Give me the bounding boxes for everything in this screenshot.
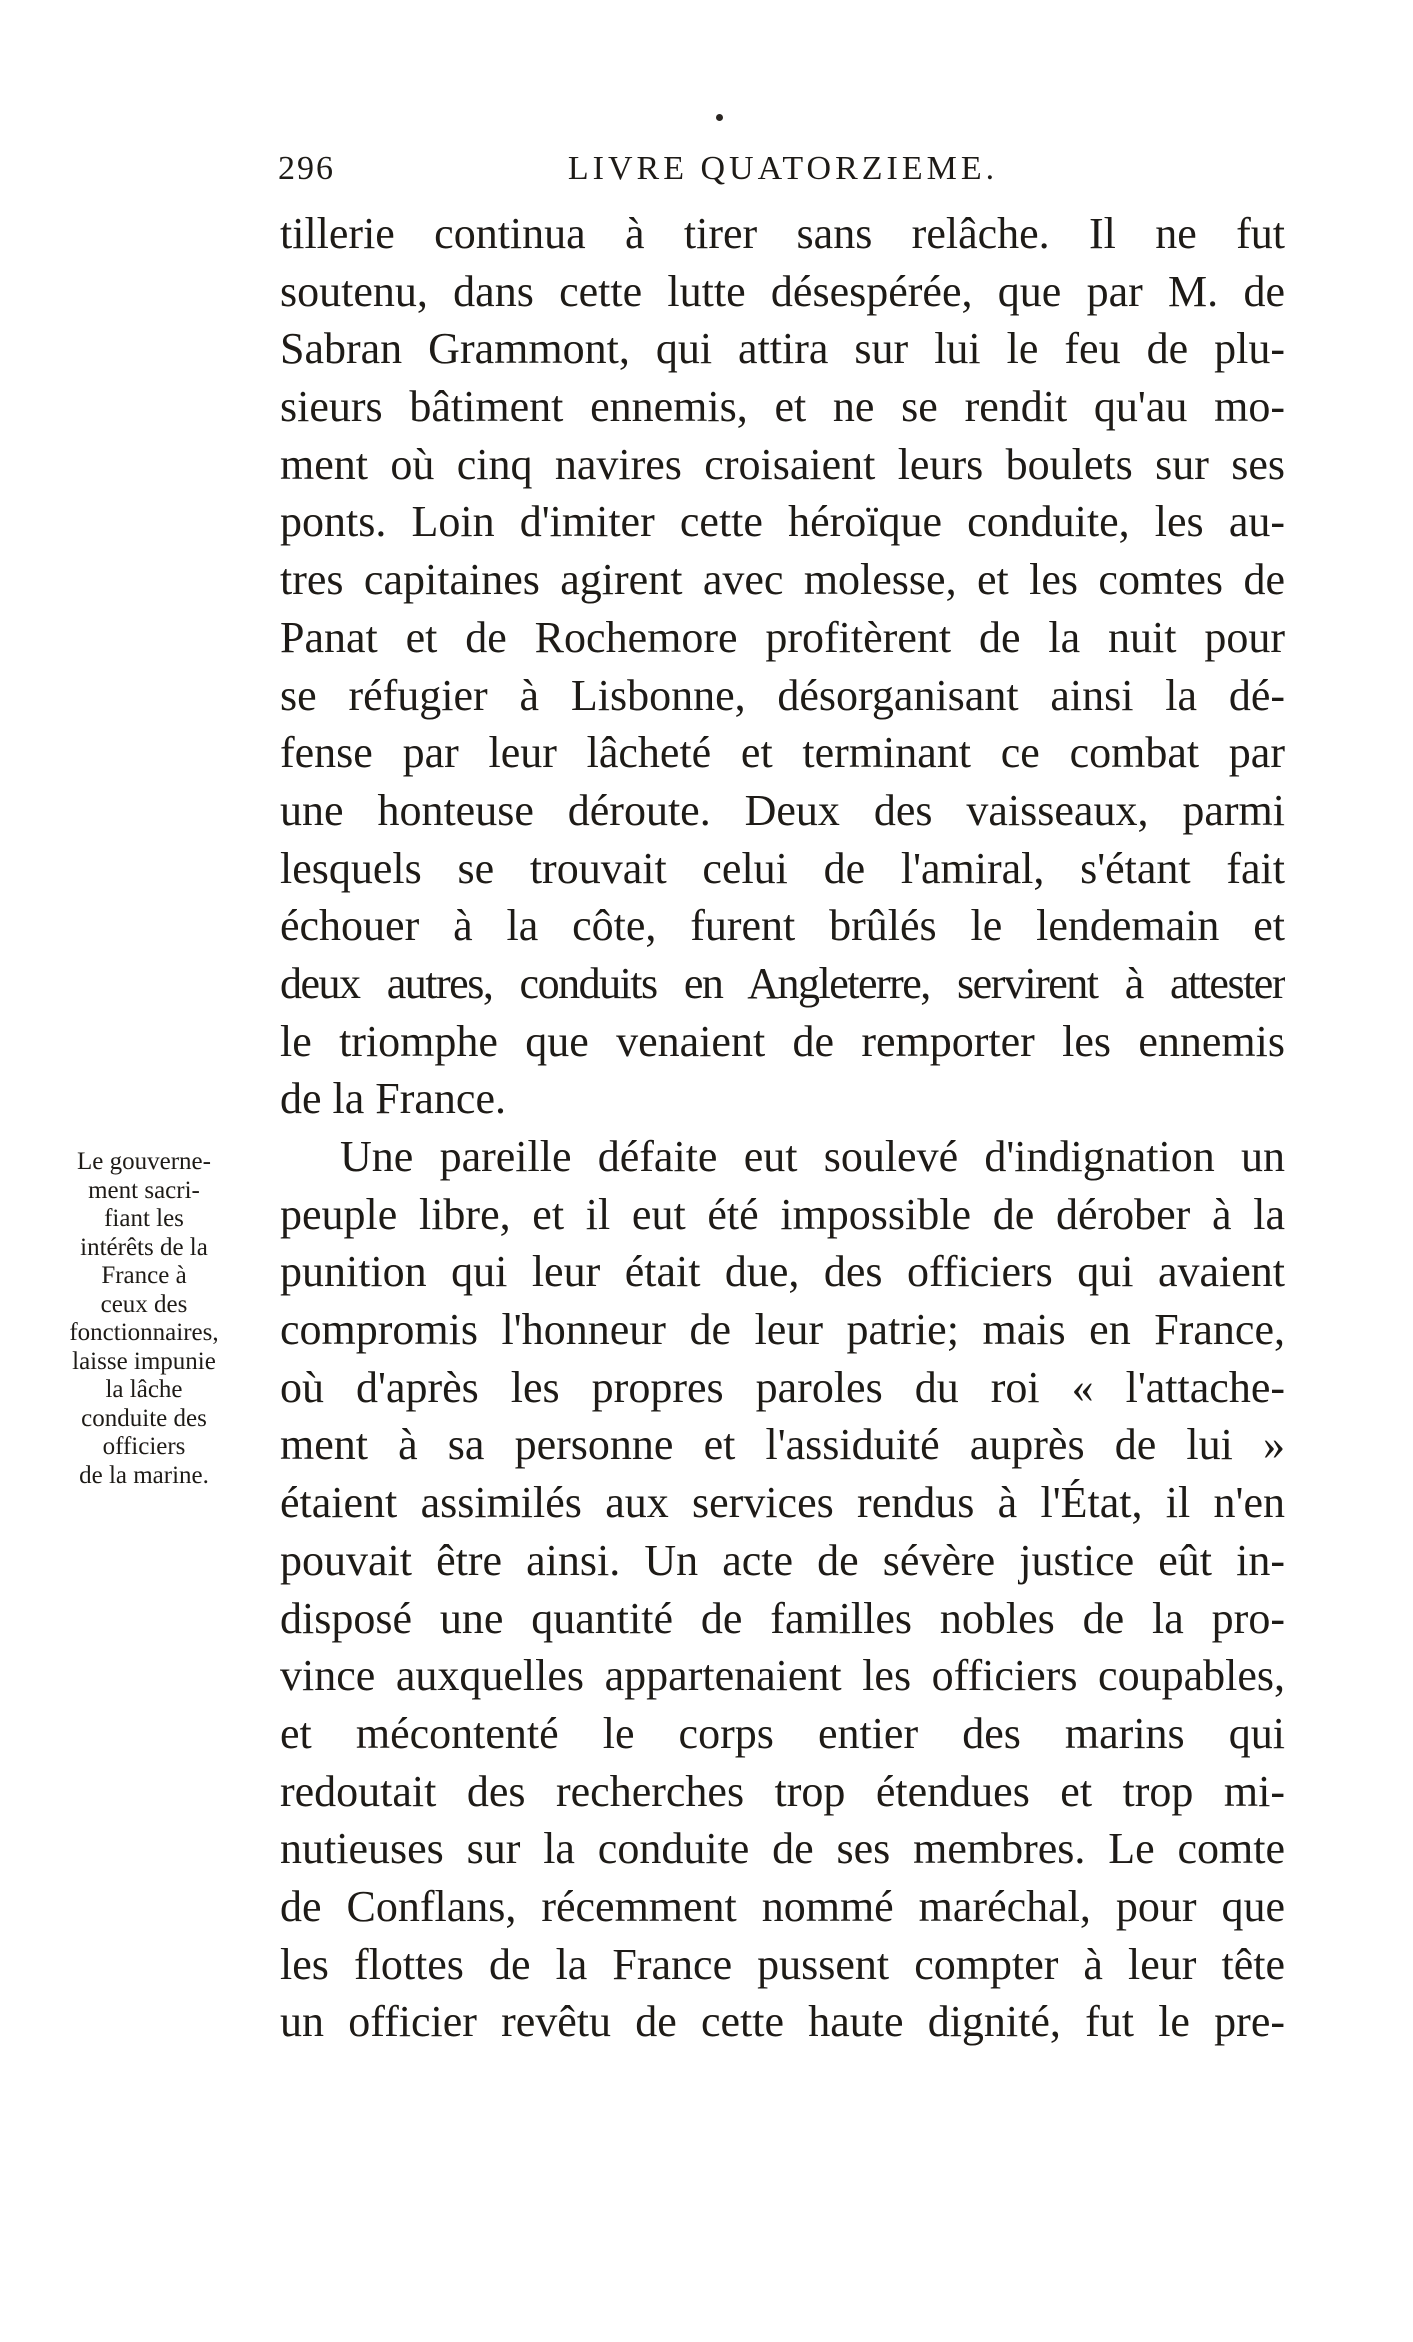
margin-note-line: Le gouverne- [77,1148,211,1175]
margin-note-line: la lâche [105,1376,183,1403]
text-line: deux autres, conduits en Angleterre, servirent à attester [280,958,1285,1008]
text-line: un officier revêtu de cette haute dignité, fut le pre- [280,1997,1285,2047]
margin-note-line: ceux des [100,1290,188,1318]
text-line: vince auxquelles appartenaient les officiers coupables, [280,1651,1285,1701]
text-line: peuple libre, et il eut été impossible de dérober à la [280,1189,1285,1239]
margin-note-line: intérêts de la [80,1233,208,1261]
text-line: ponts. Loin d'imiter cette héroïque conduite, les au- [280,497,1285,547]
printer-dot-mark [716,114,723,121]
text-line: de Conflans, récemment nommé maréchal, pour que [280,1881,1285,1931]
margin-note-line: conduite des [81,1404,207,1432]
text-line: lesquels se trouvait celui de l'amiral, s'étant fait [280,843,1285,893]
text-line: ment à sa personne et l'assiduité auprès de lui » [280,1420,1285,1470]
running-title: LIVRE QUATORZIEME. [567,150,999,187]
margin-note-line: de la marine. [79,1461,209,1489]
margin-note-line: fiant les [104,1205,184,1232]
margin-note-line: fonctionnaires, [69,1319,219,1346]
text-line: échouer à la côte, furent brûlés le lendemain et [280,901,1285,951]
paragraph-end-line: de la France. [280,1074,506,1124]
text-line: une honteuse déroute. Deux des vaisseaux, parmi [280,785,1285,835]
text-line: le triomphe que venaient de remporter les ennemis [280,1016,1285,1066]
text-line: et mécontenté le corps entier des marins qui [280,1708,1285,1758]
text-line: redoutait des recherches trop étendues et trop mi- [280,1766,1285,1816]
page-header [278,150,1288,198]
text-line: soutenu, dans cette lutte désespérée, que par M. de [280,266,1285,316]
text-line: où d'après les propres paroles du roi « l'attache- [280,1362,1285,1412]
text-line: fense par leur lâcheté et terminant ce combat par [280,728,1285,778]
text-line: tres capitaines agirent avec molesse, et les comtes de [280,555,1285,605]
page-number: 296 [278,150,335,187]
text-line: étaient assimilés aux services rendus à l'État, il n'en [280,1478,1285,1528]
text-line: Sabran Grammont, qui attira sur lui le feu de plu- [280,324,1285,374]
text-line: pouvait être ainsi. Un acte de sévère justice eût in- [280,1535,1285,1585]
body-text [280,205,1285,2051]
text-line: nutieuses sur la conduite de ses membres. Le comte [280,1824,1285,1874]
text-line: compromis l'honneur de leur patrie; mais en France, [280,1305,1285,1355]
text-line: tillerie continua à tirer sans relâche. Il ne fut [280,209,1285,258]
margin-note-line: officiers [102,1433,186,1460]
text-line: disposé une quantité de familles nobles de la pro- [280,1593,1285,1643]
text-line: ment où cinq navires croisaient leurs boulets sur ses [280,439,1285,489]
margin-note [20,1148,268,1490]
text-line: Panat et de Rochemore profitèrent de la nuit pour [280,612,1285,662]
text-line: punition qui leur était due, des officiers qui avaient [280,1247,1285,1297]
margin-note-line: France à [101,1262,187,1289]
text-line: se réfugier à Lisbonne, désorganisant ainsi la dé- [280,670,1285,720]
margin-note-line: ment sacri- [88,1176,200,1204]
text-line: sieurs bâtiment ennemis, et ne se rendit qu'au mo- [280,382,1285,432]
margin-note-line: laisse impunie [72,1347,216,1375]
text-line: les flottes de la France pussent compter à leur tête [280,1939,1285,1989]
paragraph-start-line: Une pareille défaite eut soulevé d'indignation un [340,1132,1285,1181]
